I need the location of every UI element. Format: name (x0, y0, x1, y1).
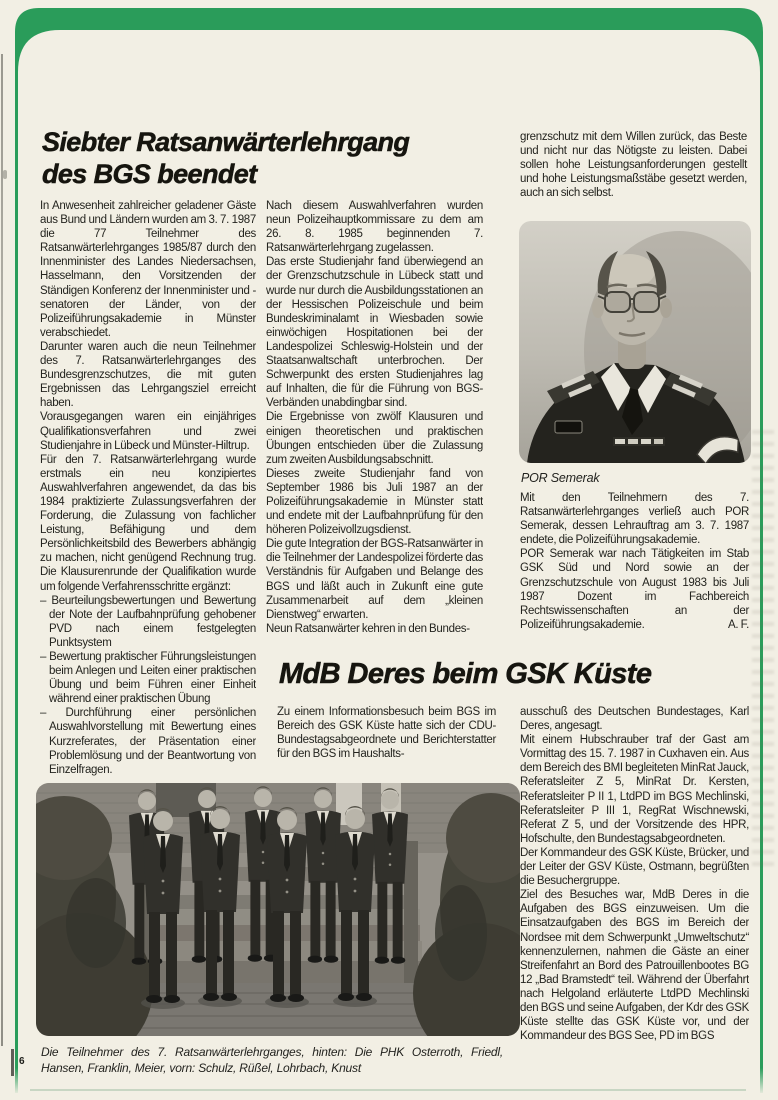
article2-title: MdB Deres beim GSK Küste (279, 658, 652, 690)
frame-fade (13, 1068, 21, 1098)
list-item: – Beurteilungsbewertungen und Bewertung der Note der Laufbahnprüfung gehobener PVD nach einem festgelegten Punktsystem (40, 594, 256, 649)
paragraph: Für den 7. Ratsanwärterlehrgang wurde erstmals ein neu konzipiertes Auswahlverfahren angewendet, da das bis 1984 praktizierte Zulassungsverfahren der Forderung, die Zulassung von fachlicher Leistung, Befähigung und dem Persönlichkeitsbild des Bewerbers abhängig zu machen, nicht genügend Rechnung trug. Die Klausurenrunde der Qualifikation wurde um folgende Verfahrensschritte ergänzt: (40, 453, 256, 593)
name-badge (555, 421, 582, 433)
article1-title-line2: des BGS beendet (42, 159, 257, 189)
caption-text: Die Teilnehmer des 7. Ratsanwärterlehrganges, hinten: Die PHK Osterroth, Friedl, Hansen, Franklin, Meier, vorn: Schulz, Rüßel, Lohrbach, Knust (41, 1045, 503, 1075)
scan-edge (1, 54, 3, 1046)
article2-column2 (520, 705, 749, 1077)
article1-column1 (40, 199, 256, 785)
paragraph: Mit den Teilnehmern des 7. Ratsanwärterlehrganges verließ auch POR Semerak, dessen Lehrauftrag am 3. 7. 1987 endete, die Polizeiführungsakademie. (520, 492, 749, 547)
ink-bleed-through (752, 430, 774, 870)
portrait-caption: POR Semerak (521, 471, 600, 485)
paragraph: Darunter waren auch die neun Teilnehmer des 7. Ratsanwärterlehrganges des Bundesgrenzschutzes, die mit guten Ergebnissen das Lehrgangsziel erreicht haben. (40, 340, 256, 410)
article1-title-line1: Siebter Ratsanwärterlehrgang (42, 127, 410, 157)
paragraph: In Anwesenheit zahlreicher geladener Gäste aus Bund und Ländern wurden am 3. 7. 1987 die 77 Teilnehmer des Ratsanwärterlehrganges 1985/87 durch den Innenminister des Landes Niedersachsen, Hasselmann, den Vorsitzenden der Ständigen Konferenz der Innenminister und -senatoren der Länder, von der Polizeiführungsakademie in Münster verabschiedet. (40, 200, 256, 339)
scan-mark (11, 1049, 14, 1076)
ribbon-bar (613, 437, 665, 446)
paragraph: Neun Ratsanwärter kehren in den Bundes- (266, 622, 470, 635)
paragraph: Mit einem Hubschrauber traf der Gast am Vormittag des 15. 7. 1987 in Cuxhaven ein. Aus dem Bereich des BMI begleiteten MinRat Jauck, Referatsleiter Z 5, MinRat Dr. Kersten, Referatsleiter P II 1, LtdPD im BGS Mechlinski, Referatsleiter P III 1, RegRat Wischnewski, Referat Z 5, und der Vorsitzende des HPR, Hofschulte, den Bundestagsabgeordneten. (520, 734, 749, 845)
paragraph: POR Semerak war nach Tätigkeiten im Stab GSK Süd und Nord sowie an der Grenzschutzschule von August 1983 bis Juli 1987 Dozent im Fachbereich Rechtswissenschaften an der Polizeiführungsakademie. (520, 548, 749, 631)
group-photo-caption (41, 1044, 503, 1076)
list-item: – Bewertung praktischer Führungsleistungen beim Anlegen und Leiten einer praktischen Übung und beim Führen einer Einheit während einer praktischen Übung (40, 651, 256, 706)
frame-fade (757, 1068, 765, 1098)
paragraph: Das erste Studienjahr fand überwiegend an der Grenzschutzschule in Lübeck statt und wurde nur durch die Ausbildungsstationen an der Hessischen Polizeischule und beim Bundeskriminalamt in Wiesbaden sowie einwöchigen Hospitationen bei der Landespolizei Schleswig-Holstein und der Staatsanwaltschaft unterbrochen. Der Schwerpunkt des ersten Studienjahres lag auf Inhalten, die für die Führung von BGS-Verbänden unabdingbar sind. (266, 256, 483, 410)
article1-column3-top (520, 130, 747, 200)
scan-mark (3, 170, 7, 179)
article1-title (42, 126, 512, 190)
paragraph: Ziel des Besuches war, MdB Deres in die Aufgaben des BGS einzuweisen. Um die Einsatzaufgaben des BGS im Bereich der Nordsee mit dem Schwerpunkt „Umweltschutz“ kennenzulernen, nahmen die Gäste an einer Streifenfahrt an Bord des Patrouillenbootes BG 12 „Bad Bramstedt“ teil. Während der Überfahrt nach Helgoland erläuterte LtdPD Mechlinski den BGS und seine Aufgaben, der Kdr des GSK Küste stellte das GSK Küste vor, und der Kommandeur des BGS See, PD im BGS (520, 889, 749, 1043)
paragraph: Die gute Integration der BGS-Ratsanwärter in die Teilnehmer der Landespolizei förderte das Verständnis für Aufgaben und Belange des BGS und läßt auch in Zukunft eine gute Zusammenarbeit auf dem „kleinen Dienstweg“ erwarten. (266, 538, 483, 621)
paragraph: Dieses zweite Studienjahr fand von September 1986 bis Juli 1987 an der Polizeiführungsakademie in Münster statt und endete mit der Laufbahnprüfung für den höheren Polizeivollzugsdienst. (266, 467, 483, 537)
paragraph: Vorausgegangen waren ein einjähriges Qualifikationsverfahren und zwei Studienjahre in Lübeck und Münster-Hiltrup. (40, 411, 256, 452)
paragraph: Nach diesem Auswahlverfahren wurden neun Polizeihauptkommissare zu dem am 26. 8. 1985 beginnenden 7. Ratsanwärterlehrgang zugelassen. (266, 200, 483, 255)
author-initials: A. F. (727, 618, 749, 631)
list-item: – Durchführung einer persönlichen Auswahlvorstellung mit Bewertung eines Kurzreferates, der Präsentation einer Problemlösung und der Beantwortung von Einzelfragen. (40, 707, 256, 776)
article1-column3-bottom (520, 491, 749, 632)
frame-bottom-line (30, 1089, 746, 1091)
paragraph: Zu einem Informationsbesuch beim BGS im Bereich des GSK Küste hatte sich der CDU-Bundestagsabgeordnete und Berichterstatter für den BGS im Haushalts- (277, 706, 496, 761)
article1-column2 (266, 199, 483, 659)
article2-column1 (277, 705, 496, 761)
paragraph: Der Kommandeur des GSK Küste, Brücker, und der Leiter der GSV Küste, Ostmann, begrüßten die Besuchergruppe. (520, 846, 749, 888)
paragraph: ausschuß des Deutschen Bundestages, Karl Deres, angesagt. (520, 706, 749, 733)
group-photo (36, 783, 520, 1036)
semerak-portrait-photo (519, 221, 751, 463)
page-number: 6 (19, 1056, 25, 1067)
paragraph: Die Ergebnisse von zwölf Klausuren und einigen theoretischen und praktischen Übungen entschieden über die Zulassung zum zweiten Ausbildungsabschnitt. (266, 411, 483, 466)
paragraph: grenzschutz mit dem Willen zurück, das Beste und nicht nur das Nötigste zu leisten. Dabei sollen hohe Leistungsanforderungen gestellt und hohe Leistungsmaßstäbe gesetzt werden, auch an sich selbst. (520, 131, 747, 200)
